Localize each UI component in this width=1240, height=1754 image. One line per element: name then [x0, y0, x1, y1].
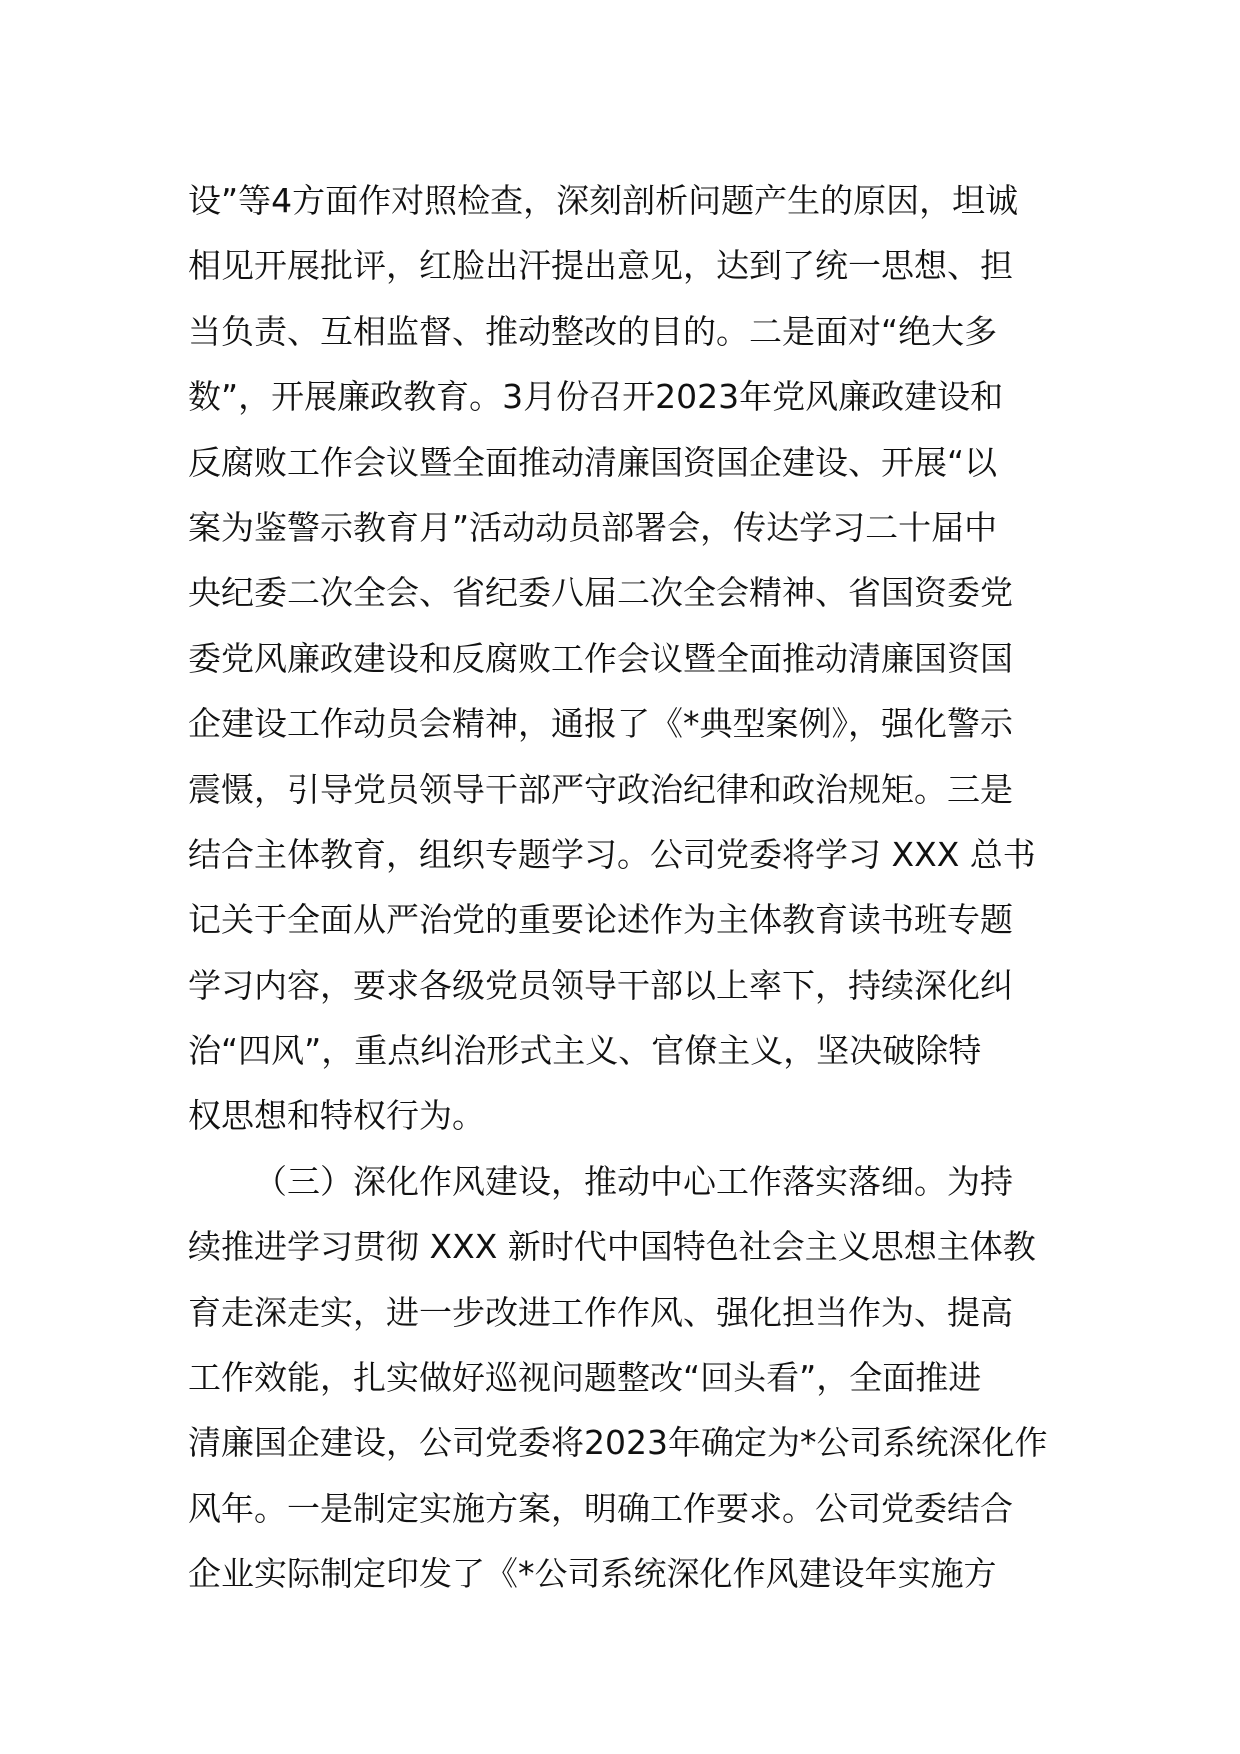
text-line: 委党风廉政建设和反腐败工作会议暨全面推动清廉国资国	[188, 638, 1013, 678]
text-line: 企业实际制定印发了《*公司系统深化作风建设年实施方	[188, 1554, 997, 1594]
text-line: 清廉国企建设，公司党委将2023年确定为*公司系统深化作	[188, 1423, 1048, 1463]
text-line: 设”等4方面作对照检查，深刻剖析问题产生的原因，坦诚	[188, 181, 1019, 220]
text-line: 案为鉴警示教育月”活动动员部署会，传达学习二十届中	[188, 507, 998, 547]
text-line: 当负责、互相监督、推动整改的目的。二是面对“绝大多	[188, 311, 998, 351]
text-line: 记关于全面从严治党的重要论述作为主体教育读书班专题	[188, 900, 1013, 940]
text-line: 反腐败工作会议暨全面推动清廉国资国企建设、开展“以	[188, 442, 998, 482]
document-body	[188, 168, 1068, 1607]
text-line: 风年。一是制定实施方案，明确工作要求。公司党委结合	[188, 1488, 1013, 1528]
text-line: 权思想和特权行为。	[188, 1096, 485, 1136]
text-line: 数”，开展廉政教育。3月份召开2023年党风廉政建设和	[188, 377, 1004, 417]
text-line: 学习内容，要求各级党员领导干部以上率下，持续深化纠	[188, 965, 1013, 1005]
text-line: 央纪委二次全会、省纪委八届二次全会精神、省国资委党	[188, 573, 1013, 613]
text-line: 震慑，引导党员领导干部严守政治纪律和政治规矩。三是	[188, 769, 1013, 809]
text-line: 续推进学习贯彻 XXX 新时代中国特色社会主义思想主体教	[188, 1227, 1036, 1267]
text-line: 育走深走实，进一步改进工作作风、强化担当作为、提高	[188, 1292, 1013, 1332]
text-line: 相见开展批评，红脸出汗提出意见，达到了统一思想、担	[188, 246, 1013, 286]
text-line: 工作效能，扎实做好巡视问题整改“回头看”，全面推进	[188, 1358, 982, 1398]
section-heading-line: （三）深化作风建设，推动中心工作落实落细。为持	[254, 1161, 1013, 1201]
text-line: 企建设工作动员会精神，通报了《*典型案例》，强化警示	[188, 704, 1013, 744]
text-line: 结合主体教育，组织专题学习。公司党委将学习 XXX 总书	[188, 834, 1036, 874]
text-line: 治“四风”，重点纠治形式主义、官僚主义，坚决破除特	[188, 1031, 982, 1071]
